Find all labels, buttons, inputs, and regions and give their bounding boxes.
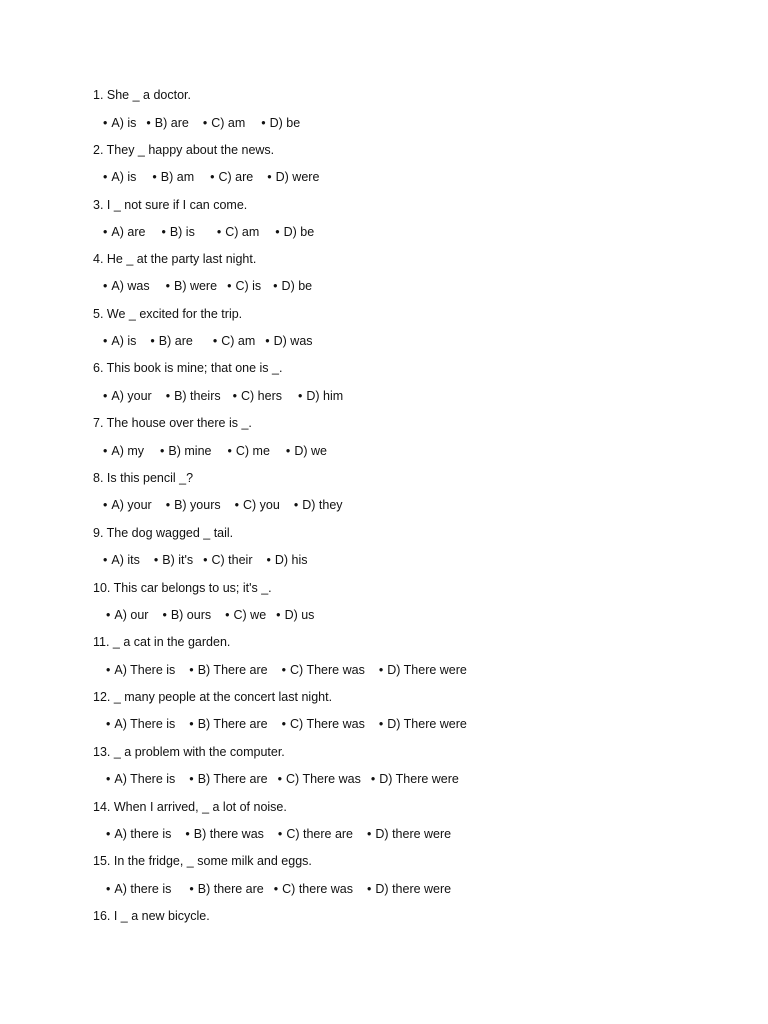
options-7 (103, 444, 327, 458)
options-15 (106, 882, 451, 896)
options-12 (106, 717, 467, 731)
option-c: • C) There was (282, 717, 365, 731)
option-b: • B) There are (189, 717, 267, 731)
option-d: • D) be (261, 116, 300, 130)
option-c: • C) am (203, 116, 245, 130)
option-b: • B) is (161, 225, 194, 239)
option-c: • C) am (213, 334, 255, 348)
option-d: • D) there were (367, 827, 451, 841)
option-b: • B) there are (189, 882, 263, 896)
option-b: • B) am (152, 170, 194, 184)
option-a: • A) its (103, 553, 140, 567)
option-c: • C) There was (278, 772, 361, 786)
option-b: • B) theirs (166, 389, 221, 403)
question-5: 5. We _ excited for the trip. (93, 307, 243, 321)
option-b: • B) are (146, 116, 188, 130)
options-14 (106, 827, 451, 841)
options-9 (103, 553, 308, 567)
option-a: • A) there is (106, 827, 171, 841)
question-12: 12. _ many people at the concert last night. (93, 690, 333, 704)
option-b: • B) yours (166, 498, 221, 512)
option-b: • B) There are (189, 663, 267, 677)
option-c: • C) we (225, 608, 266, 622)
option-b: • B) it's (154, 553, 193, 567)
question-9: 9. The dog wagged _ tail. (93, 526, 234, 540)
question-15: 15. In the fridge, _ some milk and eggs. (93, 854, 312, 868)
option-d: • D) There were (379, 663, 467, 677)
option-a: • A) is (103, 334, 136, 348)
options-13 (106, 772, 459, 786)
option-a: • A) There is (106, 717, 175, 731)
option-d: • D) they (294, 498, 343, 512)
question-4: 4. He _ at the party last night. (93, 252, 257, 266)
options-8 (103, 498, 343, 512)
option-d: • D) there were (367, 882, 451, 896)
option-a: • A) your (103, 389, 152, 403)
option-d: • D) him (298, 389, 343, 403)
option-c: • C) hers (233, 389, 282, 403)
option-d: • D) be (273, 279, 312, 293)
option-b: • B) are (150, 334, 192, 348)
option-a: • A) there is (106, 882, 171, 896)
option-c: • C) are (210, 170, 253, 184)
question-7: 7. The house over there is _. (93, 416, 252, 430)
question-6: 6. This book is mine; that one is _. (93, 361, 283, 375)
question-13: 13. _ a problem with the computer. (93, 745, 285, 759)
options-4 (103, 279, 312, 293)
option-a: • A) your (103, 498, 152, 512)
options-1 (103, 116, 300, 130)
option-c: • C) there are (278, 827, 353, 841)
question-14: 14. When I arrived, _ a lot of noise. (93, 800, 287, 814)
option-d: • D) were (267, 170, 319, 184)
question-3: 3. I _ not sure if I can come. (93, 198, 248, 212)
options-2 (103, 170, 319, 184)
option-b: • B) there was (185, 827, 264, 841)
options-11 (106, 663, 467, 677)
option-d: • D) us (276, 608, 314, 622)
question-8: 8. Is this pencil _? (93, 471, 194, 485)
option-c: • C) is (227, 279, 261, 293)
option-c: • C) their (203, 553, 252, 567)
options-3 (103, 225, 314, 239)
option-a: • A) There is (106, 772, 175, 786)
option-a: • A) is (103, 170, 136, 184)
question-2: 2. They _ happy about the news. (93, 143, 275, 157)
options-10 (106, 608, 314, 622)
option-b: • B) were (166, 279, 217, 293)
options-5 (103, 334, 313, 348)
option-d: • D) was (265, 334, 312, 348)
option-a: • A) are (103, 225, 145, 239)
option-b: • B) ours (162, 608, 211, 622)
option-b: • B) There are (189, 772, 267, 786)
option-d: • D) There were (379, 717, 467, 731)
option-a: • A) our (106, 608, 148, 622)
option-c: • C) me (228, 444, 270, 458)
question-1: 1. She _ a doctor. (93, 88, 191, 102)
question-11: 11. _ a cat in the garden. (93, 635, 231, 649)
option-c: • C) am (217, 225, 259, 239)
question-10: 10. This car belongs to us; it's _. (93, 581, 272, 595)
option-b: • B) mine (160, 444, 211, 458)
option-d: • D) we (286, 444, 327, 458)
options-6 (103, 389, 343, 403)
option-c: • C) you (235, 498, 280, 512)
option-c: • C) there was (274, 882, 353, 896)
option-a: • A) was (103, 279, 150, 293)
option-a: • A) is (103, 116, 136, 130)
question-16: 16. I _ a new bicycle. (93, 909, 210, 923)
option-a: • A) my (103, 444, 144, 458)
option-c: • C) There was (282, 663, 365, 677)
option-a: • A) There is (106, 663, 175, 677)
option-d: • D) his (267, 553, 308, 567)
option-d: • D) be (275, 225, 314, 239)
option-d: • D) There were (371, 772, 459, 786)
